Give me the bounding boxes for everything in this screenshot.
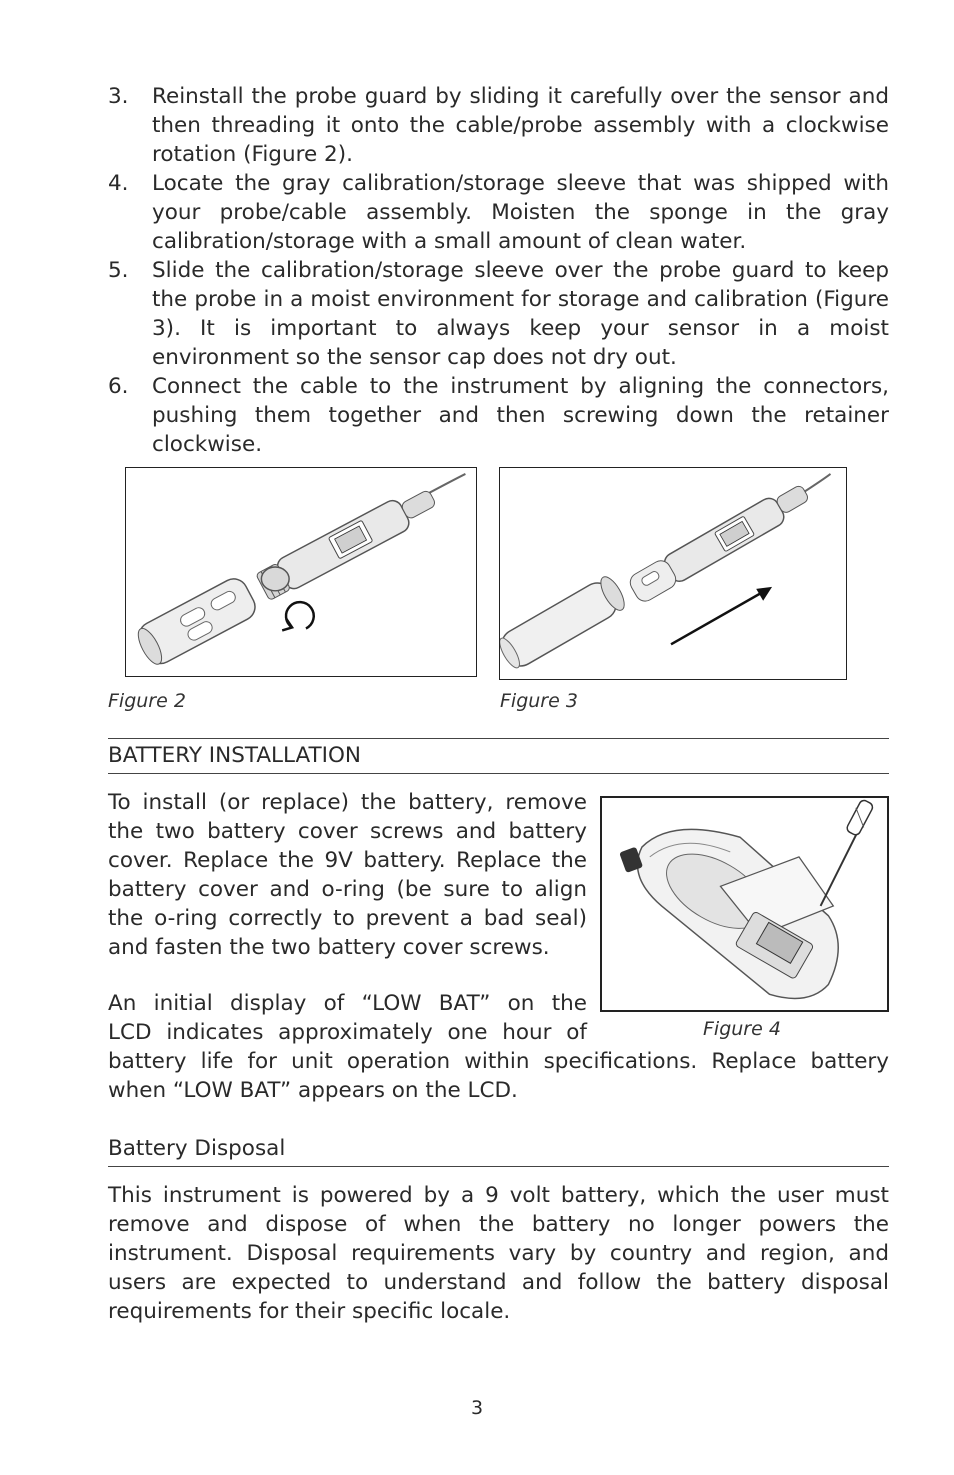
- paragraph-line: LCD indicates approximately one hour of: [108, 1020, 587, 1045]
- battery-compartment-illustration: [602, 798, 887, 1010]
- steps-list: [108, 82, 889, 459]
- list-item: [108, 256, 889, 372]
- storage-sleeve-illustration: [500, 468, 846, 679]
- step-number: 5.: [108, 258, 129, 283]
- paragraph-line: An initial display of “LOW BAT” on the: [108, 991, 587, 1016]
- battery-installation-heading: BATTERY INSTALLATION: [108, 742, 889, 774]
- step-text: Reinstall the probe guard by sliding it carefully over the sensor and then threading it onto the cable/probe assembly with a clockwise rotation (Figure 2).: [152, 84, 889, 167]
- step-number: 4.: [108, 171, 129, 196]
- paragraph-line: when “LOW BAT” appears on the LCD.: [108, 1078, 518, 1103]
- list-item: [108, 372, 889, 459]
- low-bat-paragraph-narrow: [108, 989, 587, 1047]
- paragraph-line: the o-ring correctly to prevent a bad seal): [108, 906, 587, 931]
- list-item: [108, 82, 889, 169]
- step-number: 3.: [108, 84, 129, 109]
- figure-3-image: [499, 467, 847, 680]
- step-text: Slide the calibration/storage sleeve over the probe guard to keep the probe in a moist environment for storage and calibration (Figure 3). It is important to always keep your sensor in a moist environment so the sensor cap does not dry out.: [152, 258, 889, 370]
- list-item: [108, 169, 889, 256]
- page-number: 3: [470, 1397, 484, 1419]
- paragraph-line: battery life for unit operation within specifications. Replace battery: [108, 1049, 889, 1074]
- paragraph-line: cover. Replace the 9V battery. Replace the: [108, 848, 587, 873]
- figure-2-image: [125, 467, 477, 677]
- probe-guard-illustration: [126, 468, 476, 676]
- battery-disposal-paragraph: This instrument is powered by a 9 volt battery, which the user must remove and dispose of when the battery no longer powers the instrument. Disposal requirements vary by country and region, and users are expected to understand and follow the battery disposal requirements for their specific locale.: [108, 1183, 889, 1324]
- figure-4-image: [600, 796, 889, 1012]
- low-bat-paragraph-wide: [108, 1047, 889, 1105]
- paragraph-line: and fasten the two battery cover screws.: [108, 935, 550, 960]
- figure-2-caption: Figure 2: [108, 690, 186, 712]
- battery-install-paragraph: [108, 788, 587, 962]
- figure-4-caption: Figure 4: [703, 1018, 781, 1040]
- step-number: 6.: [108, 374, 129, 399]
- paragraph-line: the two battery cover screws and battery: [108, 819, 587, 844]
- step-text: Connect the cable to the instrument by aligning the connectors, pushing them together and then screwing down the retainer clockwise.: [152, 374, 889, 457]
- step-text: Locate the gray calibration/storage sleeve that was shipped with your probe/cable assembly. Moisten the sponge in the gray calibration/storage with a small amount of clean water.: [152, 171, 889, 254]
- paragraph-line: battery cover and o-ring (be sure to align: [108, 877, 587, 902]
- battery-disposal-heading: Battery Disposal: [108, 1135, 889, 1167]
- figure-3-caption: Figure 3: [500, 690, 578, 712]
- paragraph-line: To install (or replace) the battery, remove: [108, 790, 587, 815]
- section-rule-top: [108, 738, 889, 739]
